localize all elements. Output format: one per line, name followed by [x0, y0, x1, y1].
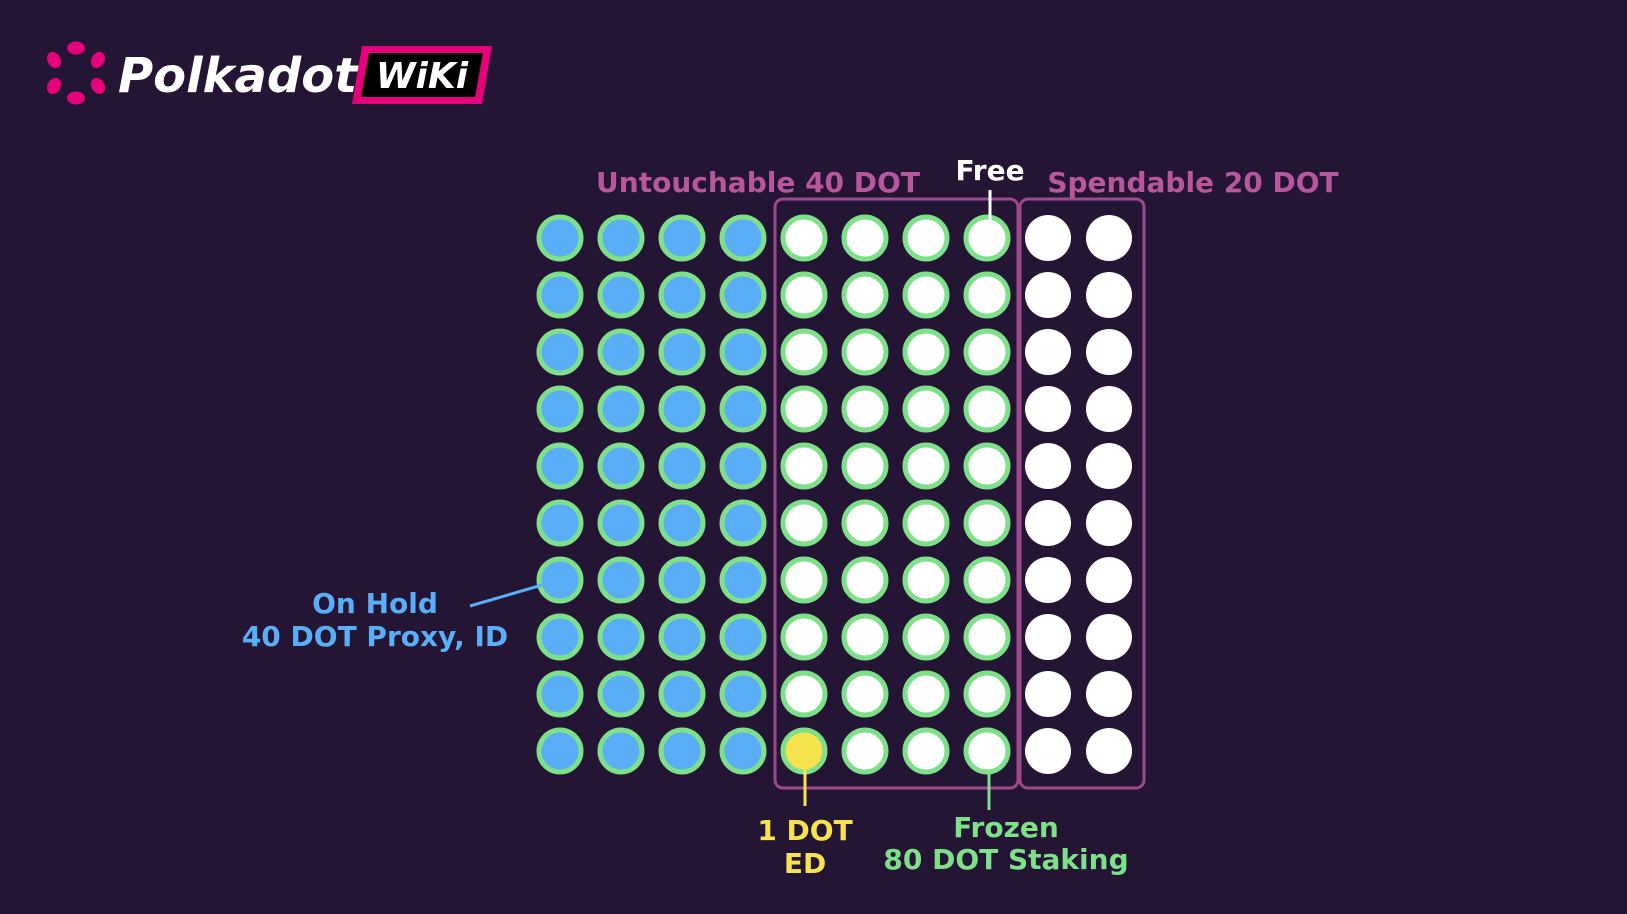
spendable-coin [1086, 671, 1132, 717]
held-coin [661, 673, 703, 715]
held-coin [600, 445, 642, 487]
spendable-coin [1086, 215, 1132, 261]
held-coin [539, 502, 581, 544]
frozen-coin [844, 502, 886, 544]
held-coin [722, 730, 764, 772]
frozen-coin [905, 331, 947, 373]
free-label: Free [955, 154, 1025, 187]
held-coin [539, 730, 581, 772]
held-coin [600, 388, 642, 430]
spendable-coin [1086, 329, 1132, 375]
held-coin [661, 502, 703, 544]
frozen-coin [783, 502, 825, 544]
held-coin [661, 559, 703, 601]
frozen-coin [905, 445, 947, 487]
held-coin [600, 616, 642, 658]
frozen-coin [844, 445, 886, 487]
frozen-coin [844, 274, 886, 316]
spendable-coin [1086, 728, 1132, 774]
wiki-badge-label: WiKi [375, 56, 469, 97]
frozen-coin [905, 388, 947, 430]
polkadot-logo-icon [44, 42, 108, 105]
frozen-coin [966, 616, 1008, 658]
held-coin [661, 616, 703, 658]
coin-grid [539, 215, 1132, 774]
frozen-label-line1: Frozen [953, 811, 1059, 844]
spendable-coin [1025, 500, 1071, 546]
held-coin [539, 331, 581, 373]
spendable-coin [1025, 215, 1071, 261]
on-hold-pointer-line [470, 585, 542, 606]
brand-name: Polkadot [118, 48, 358, 104]
held-coin [722, 274, 764, 316]
held-coin [722, 331, 764, 373]
frozen-coin [844, 673, 886, 715]
held-coin [539, 445, 581, 487]
spendable-label: Spendable 20 DOT [1047, 166, 1339, 199]
held-coin [722, 445, 764, 487]
frozen-coin [905, 673, 947, 715]
frozen-coin [783, 445, 825, 487]
frozen-coin [966, 559, 1008, 601]
held-coin [661, 217, 703, 259]
spendable-coin [1086, 557, 1132, 603]
frozen-coin [905, 730, 947, 772]
frozen-coin [966, 673, 1008, 715]
held-coin [722, 616, 764, 658]
frozen-coin [966, 730, 1008, 772]
held-coin [661, 730, 703, 772]
frozen-coin [966, 217, 1008, 259]
held-coin [539, 673, 581, 715]
held-coin [722, 217, 764, 259]
frozen-coin [844, 331, 886, 373]
spendable-coin [1025, 614, 1071, 660]
spendable-coin [1025, 329, 1071, 375]
held-coin [661, 331, 703, 373]
spendable-coin [1025, 386, 1071, 432]
spendable-coin [1025, 443, 1071, 489]
ed-label-line2: ED [783, 847, 827, 880]
held-coin [539, 274, 581, 316]
on-hold-label-line1: On Hold [312, 587, 438, 620]
held-coin [661, 388, 703, 430]
held-coin [600, 331, 642, 373]
held-coin [600, 502, 642, 544]
frozen-coin [783, 616, 825, 658]
spendable-coin [1025, 557, 1071, 603]
held-coin [600, 730, 642, 772]
frozen-coin [783, 217, 825, 259]
frozen-coin [905, 616, 947, 658]
held-coin [722, 388, 764, 430]
frozen-coin [783, 331, 825, 373]
spendable-coin [1086, 614, 1132, 660]
held-coin [539, 616, 581, 658]
wiki-badge [352, 46, 492, 104]
spendable-coin [1086, 272, 1132, 318]
spendable-coin [1086, 443, 1132, 489]
frozen-coin [966, 274, 1008, 316]
spendable-coin [1025, 671, 1071, 717]
frozen-coin [966, 445, 1008, 487]
frozen-coin [844, 559, 886, 601]
held-coin [539, 559, 581, 601]
held-coin [722, 673, 764, 715]
on-hold-label-line2: 40 DOT Proxy, ID [241, 620, 509, 653]
held-coin [722, 502, 764, 544]
frozen-coin [844, 730, 886, 772]
frozen-coin [844, 388, 886, 430]
held-coin [600, 274, 642, 316]
frozen-coin [905, 274, 947, 316]
frozen-coin [844, 616, 886, 658]
held-coin [539, 217, 581, 259]
ed-label-line1: 1 DOT [757, 814, 853, 847]
frozen-coin [783, 388, 825, 430]
frozen-coin [966, 331, 1008, 373]
held-coin [722, 559, 764, 601]
untouchable-label: Untouchable 40 DOT [596, 166, 920, 199]
spendable-coin [1025, 272, 1071, 318]
frozen-coin [905, 217, 947, 259]
frozen-coin [783, 673, 825, 715]
spendable-coin [1086, 386, 1132, 432]
frozen-coin [783, 274, 825, 316]
spendable-coin [1025, 728, 1071, 774]
frozen-coin [783, 559, 825, 601]
held-coin [600, 217, 642, 259]
ed-coin [783, 730, 825, 772]
held-coin [661, 274, 703, 316]
frozen-coin [905, 559, 947, 601]
held-coin [600, 673, 642, 715]
frozen-coin [844, 217, 886, 259]
frozen-coin [905, 502, 947, 544]
held-coin [539, 388, 581, 430]
frozen-coin [966, 502, 1008, 544]
spendable-coin [1086, 500, 1132, 546]
held-coin [600, 559, 642, 601]
frozen-label-line2: 80 DOT Staking [883, 843, 1129, 876]
held-coin [661, 445, 703, 487]
frozen-coin [966, 388, 1008, 430]
